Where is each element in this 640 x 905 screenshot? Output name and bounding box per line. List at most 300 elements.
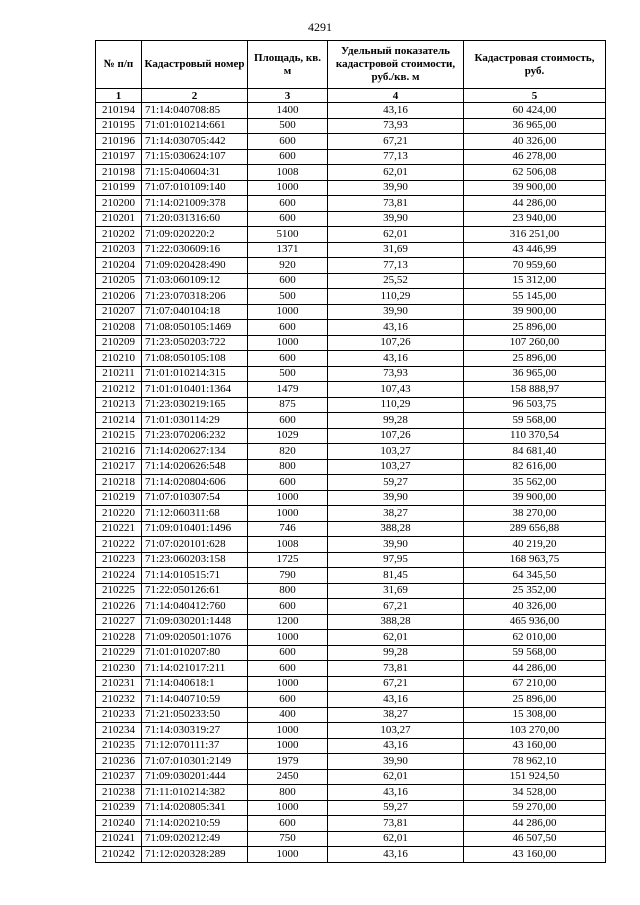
row-number: 210204 [96,258,142,274]
cadastral-cost-value: 96 503,75 [464,397,606,413]
row-number: 210208 [96,320,142,336]
cadastral-number: 71:07:020101:628 [142,537,248,553]
table-row [96,723,606,739]
area-value: 800 [248,583,328,599]
cadastral-cost-value: 23 940,00 [464,211,606,227]
specific-rate-value: 67,21 [328,134,464,150]
cadastral-cost-value: 82 616,00 [464,459,606,475]
area-value: 600 [248,149,328,165]
specific-rate-value: 59,27 [328,475,464,491]
area-value: 1000 [248,847,328,863]
specific-rate-value: 103,27 [328,444,464,460]
area-value: 600 [248,320,328,336]
cadastral-number: 71:23:060203:158 [142,552,248,568]
table-row [96,382,606,398]
cadastral-number: 71:01:010401:1364 [142,382,248,398]
row-number: 210228 [96,630,142,646]
page-number: 4291 [308,20,332,34]
area-value: 500 [248,289,328,305]
area-value: 600 [248,661,328,677]
cadastral-number: 71:07:010109:140 [142,180,248,196]
row-number: 210223 [96,552,142,568]
specific-rate-value: 77,13 [328,258,464,274]
row-number: 210222 [96,537,142,553]
cadastral-cost-value: 62 506,08 [464,165,606,181]
column-index: 5 [464,89,606,103]
area-value: 1000 [248,630,328,646]
area-value: 600 [248,351,328,367]
area-value: 1979 [248,754,328,770]
table-row [96,583,606,599]
specific-rate-value: 73,81 [328,816,464,832]
area-value: 1000 [248,676,328,692]
row-number: 210200 [96,196,142,212]
cadastral-number: 71:14:040412:760 [142,599,248,615]
area-value: 746 [248,521,328,537]
area-value: 600 [248,692,328,708]
specific-rate-value: 43,16 [328,320,464,336]
cadastral-cost-value: 43 160,00 [464,847,606,863]
cadastral-cost-value: 34 528,00 [464,785,606,801]
cadastral-cost-value: 465 936,00 [464,614,606,630]
area-value: 800 [248,785,328,801]
specific-rate-value: 39,90 [328,537,464,553]
table-row [96,661,606,677]
table-row [96,165,606,181]
specific-rate-value: 97,95 [328,552,464,568]
cadastral-value-table [95,40,606,863]
area-value: 920 [248,258,328,274]
cadastral-number: 71:07:010307:54 [142,490,248,506]
table-row [96,196,606,212]
area-value: 600 [248,134,328,150]
cadastral-cost-value: 36 965,00 [464,118,606,134]
cadastral-cost-value: 43 160,00 [464,738,606,754]
row-number: 210227 [96,614,142,630]
area-value: 820 [248,444,328,460]
row-number: 210217 [96,459,142,475]
area-value: 1000 [248,180,328,196]
specific-rate-value: 107,26 [328,335,464,351]
table-row [96,397,606,413]
table-row [96,227,606,243]
area-value: 600 [248,196,328,212]
area-value: 1000 [248,800,328,816]
specific-rate-value: 31,69 [328,583,464,599]
specific-rate-value: 43,16 [328,103,464,119]
cadastral-cost-value: 44 286,00 [464,196,606,212]
row-number: 210203 [96,242,142,258]
area-value: 1400 [248,103,328,119]
cadastral-number: 71:07:010301:2149 [142,754,248,770]
table-row [96,800,606,816]
cadastral-cost-value: 316 251,00 [464,227,606,243]
cadastral-number: 71:14:021017:211 [142,661,248,677]
cadastral-cost-value: 64 345,50 [464,568,606,584]
cadastral-cost-value: 25 352,00 [464,583,606,599]
specific-rate-value: 39,90 [328,304,464,320]
table-row [96,769,606,785]
cadastral-cost-value: 40 326,00 [464,599,606,615]
specific-rate-value: 107,43 [328,382,464,398]
table-header-row [96,41,606,89]
specific-rate-value: 62,01 [328,769,464,785]
specific-rate-value: 43,16 [328,785,464,801]
cadastral-number: 71:21:050233:50 [142,707,248,723]
row-number: 210197 [96,149,142,165]
area-value: 1479 [248,382,328,398]
table-row [96,180,606,196]
specific-rate-value: 43,16 [328,692,464,708]
cadastral-number: 71:08:050105:1469 [142,320,248,336]
specific-rate-value: 39,90 [328,180,464,196]
row-number: 210235 [96,738,142,754]
specific-rate-value: 73,81 [328,661,464,677]
cadastral-number: 71:01:010214:315 [142,366,248,382]
table-row [96,599,606,615]
table-row [96,692,606,708]
specific-rate-value: 25,52 [328,273,464,289]
table-row [96,847,606,863]
area-value: 5100 [248,227,328,243]
cadastral-number: 71:23:050203:722 [142,335,248,351]
table-row [96,351,606,367]
specific-rate-value: 39,90 [328,490,464,506]
column-index: 2 [142,89,248,103]
cadastral-cost-value: 59 568,00 [464,413,606,429]
cadastral-number: 71:14:020626:548 [142,459,248,475]
cadastral-cost-value: 70 959,60 [464,258,606,274]
table-row [96,568,606,584]
table-row [96,118,606,134]
cadastral-number: 71:09:020220:2 [142,227,248,243]
cadastral-number: 71:11:010214:382 [142,785,248,801]
table-row [96,614,606,630]
cadastral-cost-value: 40 219,20 [464,537,606,553]
specific-rate-value: 103,27 [328,723,464,739]
area-value: 1008 [248,165,328,181]
specific-rate-value: 77,13 [328,149,464,165]
row-number: 210218 [96,475,142,491]
cadastral-cost-value: 62 010,00 [464,630,606,646]
specific-rate-value: 107,26 [328,428,464,444]
cadastral-cost-value: 44 286,00 [464,816,606,832]
table-row [96,459,606,475]
area-value: 1371 [248,242,328,258]
cadastral-number: 71:09:030201:444 [142,769,248,785]
column-index: 3 [248,89,328,103]
row-number: 210194 [96,103,142,119]
row-number: 210196 [96,134,142,150]
table-row [96,785,606,801]
specific-rate-value: 43,16 [328,351,464,367]
cadastral-cost-value: 35 562,00 [464,475,606,491]
table-row [96,289,606,305]
table-row [96,754,606,770]
cadastral-cost-value: 110 370,54 [464,428,606,444]
area-value: 1000 [248,723,328,739]
header-number: № п/п [96,41,142,89]
cadastral-cost-value: 43 446,99 [464,242,606,258]
table-row [96,258,606,274]
cadastral-number: 71:20:031316:60 [142,211,248,227]
row-number: 210215 [96,428,142,444]
cadastral-number: 71:14:010515:71 [142,568,248,584]
row-number: 210236 [96,754,142,770]
cadastral-cost-value: 39 900,00 [464,304,606,320]
row-number: 210219 [96,490,142,506]
table-row [96,630,606,646]
cadastral-number: 71:23:070318:206 [142,289,248,305]
cadastral-cost-value: 25 896,00 [464,320,606,336]
table-row [96,304,606,320]
area-value: 400 [248,707,328,723]
cadastral-cost-value: 44 286,00 [464,661,606,677]
area-value: 600 [248,273,328,289]
table-body [96,103,606,863]
cadastral-number: 71:08:050105:108 [142,351,248,367]
cadastral-number: 71:09:020212:49 [142,831,248,847]
cadastral-cost-value: 168 963,75 [464,552,606,568]
cadastral-cost-value: 107 260,00 [464,335,606,351]
area-value: 790 [248,568,328,584]
area-value: 1000 [248,304,328,320]
cadastral-cost-value: 67 210,00 [464,676,606,692]
row-number: 210241 [96,831,142,847]
specific-rate-value: 103,27 [328,459,464,475]
cadastral-number: 71:09:010401:1496 [142,521,248,537]
row-number: 210213 [96,397,142,413]
area-value: 1029 [248,428,328,444]
area-value: 800 [248,459,328,475]
cadastral-number: 71:14:030705:442 [142,134,248,150]
row-number: 210225 [96,583,142,599]
table-row [96,475,606,491]
cadastral-cost-value: 78 962,10 [464,754,606,770]
row-number: 210242 [96,847,142,863]
specific-rate-value: 110,29 [328,289,464,305]
column-index: 1 [96,89,142,103]
header-cadastral-cost: Кадастровая стоимость, руб. [464,41,606,89]
row-number: 210209 [96,335,142,351]
table-row [96,428,606,444]
header-specific-rate: Удельный показатель кадастровой стоимости, руб./кв. м [328,41,464,89]
cadastral-number: 71:23:030219:165 [142,397,248,413]
cadastral-number: 71:22:050126:61 [142,583,248,599]
cadastral-number: 71:09:020428:490 [142,258,248,274]
row-number: 210205 [96,273,142,289]
area-value: 600 [248,413,328,429]
row-number: 210234 [96,723,142,739]
table-row [96,335,606,351]
cadastral-cost-value: 46 278,00 [464,149,606,165]
area-value: 750 [248,831,328,847]
cadastral-number: 71:07:040104:18 [142,304,248,320]
specific-rate-value: 38,27 [328,506,464,522]
row-number: 210240 [96,816,142,832]
cadastral-number: 71:12:060311:68 [142,506,248,522]
row-number: 210206 [96,289,142,305]
cadastral-cost-value: 60 424,00 [464,103,606,119]
cadastral-cost-value: 59 568,00 [464,645,606,661]
table-row [96,413,606,429]
cadastral-number: 71:14:040618:1 [142,676,248,692]
table-row [96,242,606,258]
row-number: 210195 [96,118,142,134]
cadastral-cost-value: 25 896,00 [464,692,606,708]
area-value: 1008 [248,537,328,553]
cadastral-cost-value: 39 900,00 [464,490,606,506]
row-number: 210211 [96,366,142,382]
cadastral-number: 71:12:070111:37 [142,738,248,754]
cadastral-number: 71:15:030624:107 [142,149,248,165]
cadastral-cost-value: 36 965,00 [464,366,606,382]
area-value: 500 [248,366,328,382]
cadastral-number: 71:23:070206:232 [142,428,248,444]
specific-rate-value: 39,90 [328,211,464,227]
table-row [96,366,606,382]
specific-rate-value: 388,28 [328,614,464,630]
header-cadastral-number: Кадастровый номер [142,41,248,89]
cadastral-cost-value: 84 681,40 [464,444,606,460]
cadastral-cost-value: 15 312,00 [464,273,606,289]
area-value: 1000 [248,506,328,522]
specific-rate-value: 73,93 [328,366,464,382]
area-value: 1200 [248,614,328,630]
cadastral-number: 71:01:030114:29 [142,413,248,429]
cadastral-cost-value: 25 896,00 [464,351,606,367]
specific-rate-value: 73,93 [328,118,464,134]
row-number: 210226 [96,599,142,615]
column-index-row [96,89,606,103]
row-number: 210229 [96,645,142,661]
row-number: 210198 [96,165,142,181]
cadastral-cost-value: 103 270,00 [464,723,606,739]
area-value: 600 [248,816,328,832]
specific-rate-value: 38,27 [328,707,464,723]
table-row [96,707,606,723]
specific-rate-value: 59,27 [328,800,464,816]
cadastral-number: 71:09:020501:1076 [142,630,248,646]
specific-rate-value: 110,29 [328,397,464,413]
cadastral-cost-value: 55 145,00 [464,289,606,305]
cadastral-number: 71:14:020804:606 [142,475,248,491]
header-area: Площадь, кв. м [248,41,328,89]
cadastral-number: 71:09:030201:1448 [142,614,248,630]
table-row [96,506,606,522]
cadastral-cost-value: 289 656,88 [464,521,606,537]
cadastral-cost-value: 15 308,00 [464,707,606,723]
area-value: 500 [248,118,328,134]
cadastral-number: 71:22:030609:16 [142,242,248,258]
cadastral-cost-value: 151 924,50 [464,769,606,785]
table-row [96,103,606,119]
cadastral-cost-value: 38 270,00 [464,506,606,522]
specific-rate-value: 73,81 [328,196,464,212]
row-number: 210210 [96,351,142,367]
cadastral-number: 71:14:040710:59 [142,692,248,708]
specific-rate-value: 43,16 [328,738,464,754]
table-row [96,211,606,227]
table-row [96,645,606,661]
row-number: 210224 [96,568,142,584]
specific-rate-value: 62,01 [328,227,464,243]
table-row [96,134,606,150]
row-number: 210238 [96,785,142,801]
specific-rate-value: 62,01 [328,831,464,847]
specific-rate-value: 62,01 [328,165,464,181]
cadastral-cost-value: 39 900,00 [464,180,606,196]
table-row [96,552,606,568]
row-number: 210212 [96,382,142,398]
row-number: 210199 [96,180,142,196]
row-number: 210232 [96,692,142,708]
cadastral-number: 71:01:010207:80 [142,645,248,661]
column-index: 4 [328,89,464,103]
area-value: 1725 [248,552,328,568]
cadastral-number: 71:15:040604:31 [142,165,248,181]
row-number: 210231 [96,676,142,692]
table-row [96,676,606,692]
cadastral-cost-value: 158 888,97 [464,382,606,398]
table-row [96,490,606,506]
area-value: 2450 [248,769,328,785]
cadastral-number: 71:14:020210:59 [142,816,248,832]
cadastral-number: 71:14:021009:378 [142,196,248,212]
cadastral-number: 71:03:060109:12 [142,273,248,289]
area-value: 600 [248,645,328,661]
table-row [96,521,606,537]
specific-rate-value: 81,45 [328,568,464,584]
specific-rate-value: 67,21 [328,599,464,615]
cadastral-number: 71:14:020627:134 [142,444,248,460]
row-number: 210230 [96,661,142,677]
cadastral-number: 71:14:030319:27 [142,723,248,739]
specific-rate-value: 31,69 [328,242,464,258]
row-number: 210202 [96,227,142,243]
table-row [96,738,606,754]
specific-rate-value: 43,16 [328,847,464,863]
row-number: 210237 [96,769,142,785]
table-row [96,273,606,289]
cadastral-number: 71:12:020328:289 [142,847,248,863]
cadastral-cost-value: 40 326,00 [464,134,606,150]
cadastral-number: 71:01:010214:661 [142,118,248,134]
specific-rate-value: 67,21 [328,676,464,692]
row-number: 210201 [96,211,142,227]
table-row [96,831,606,847]
cadastral-cost-value: 46 507,50 [464,831,606,847]
row-number: 210214 [96,413,142,429]
row-number: 210220 [96,506,142,522]
area-value: 600 [248,475,328,491]
cadastral-number: 71:14:040708:85 [142,103,248,119]
specific-rate-value: 62,01 [328,630,464,646]
row-number: 210216 [96,444,142,460]
area-value: 600 [248,599,328,615]
specific-rate-value: 99,28 [328,413,464,429]
row-number: 210221 [96,521,142,537]
row-number: 210239 [96,800,142,816]
cadastral-cost-value: 59 270,00 [464,800,606,816]
specific-rate-value: 99,28 [328,645,464,661]
area-value: 1000 [248,738,328,754]
specific-rate-value: 388,28 [328,521,464,537]
cadastral-number: 71:14:020805:341 [142,800,248,816]
table-row [96,149,606,165]
table-row [96,320,606,336]
row-number: 210207 [96,304,142,320]
